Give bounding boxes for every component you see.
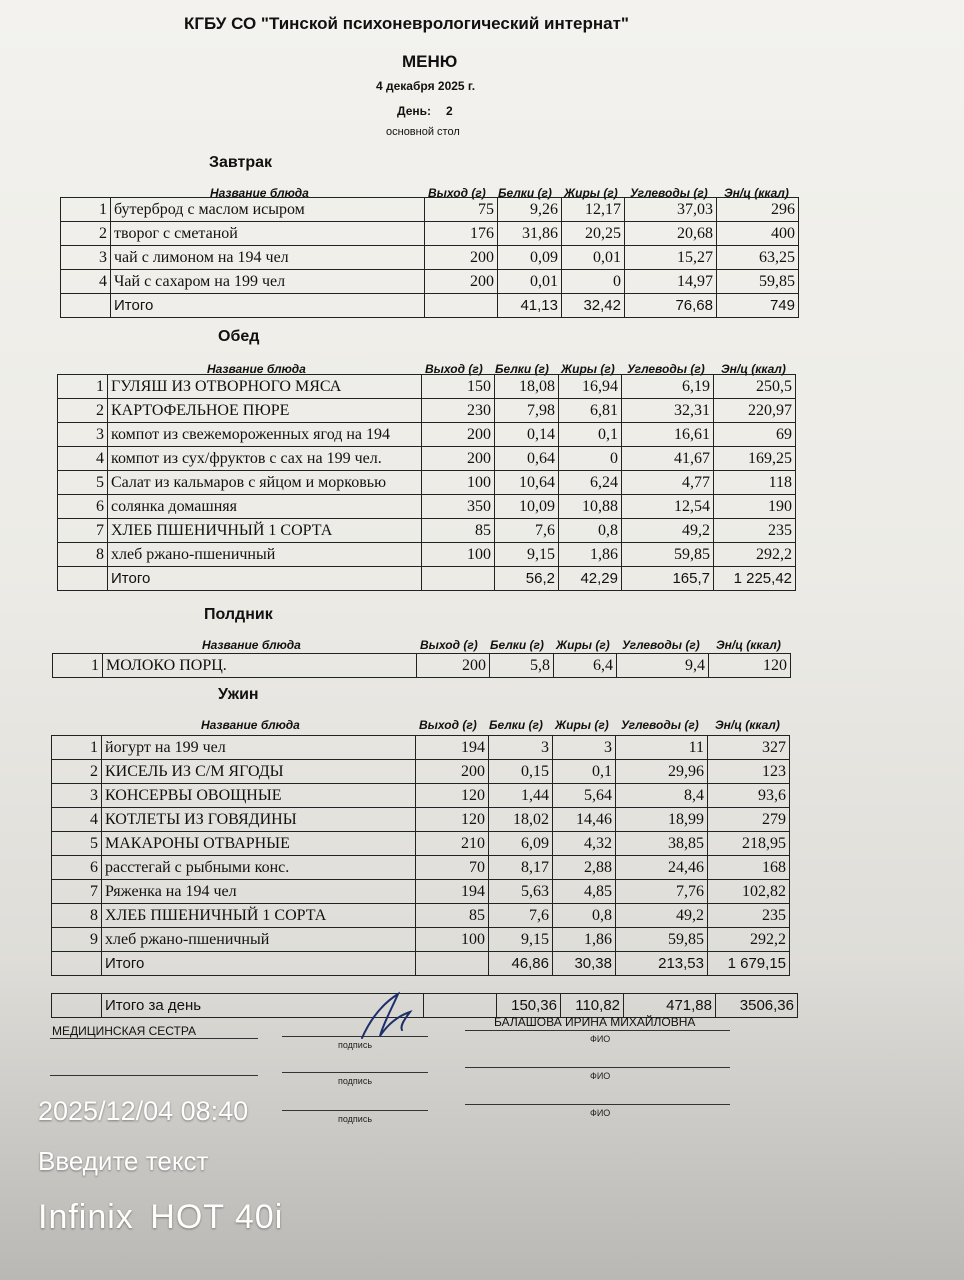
empty-cell xyxy=(52,952,102,976)
total-cell: Итого xyxy=(102,952,416,976)
table-row xyxy=(52,832,790,856)
cell-f: 2,88 xyxy=(553,856,616,880)
cell-e: 190 xyxy=(714,495,796,519)
column-header-carbs: Углеводы (г) xyxy=(622,638,700,652)
column-header-output: Выход (г) xyxy=(419,718,477,732)
cell-n: 2 xyxy=(52,760,102,784)
cell-f: 6,4 xyxy=(554,654,617,678)
cell-n: 2 xyxy=(61,222,111,246)
cell-out: 100 xyxy=(416,928,489,952)
cell-f: 0,01 xyxy=(562,246,625,270)
empty-cell xyxy=(416,952,489,976)
column-header-carbs: Углеводы (г) xyxy=(621,718,699,732)
handwritten-signature xyxy=(340,990,430,1050)
cell-e: 235 xyxy=(714,519,796,543)
cell-e: 123 xyxy=(708,760,790,784)
table-row xyxy=(52,808,790,832)
cell-p: 0,14 xyxy=(495,423,559,447)
table-row xyxy=(52,760,790,784)
cell-out: 200 xyxy=(417,654,490,678)
cell-f: 20,25 xyxy=(562,222,625,246)
day-total-cell: 471,88 xyxy=(624,994,716,1018)
cell-f: 1,86 xyxy=(553,928,616,952)
cell-n: 4 xyxy=(58,447,108,471)
cell-e: 169,25 xyxy=(714,447,796,471)
name-line-3 xyxy=(465,1104,730,1105)
cell-c: 6,19 xyxy=(622,375,714,399)
cell-f: 3 xyxy=(553,736,616,760)
menu-table xyxy=(60,197,799,318)
cell-p: 10,09 xyxy=(495,495,559,519)
organization-title: КГБУ СО "Тинской психоневрологический интернат" xyxy=(184,14,629,33)
photo-timestamp: 2025/12/04 08:40 xyxy=(38,1096,249,1126)
cell-out: 200 xyxy=(422,447,495,471)
cell-f: 0,1 xyxy=(559,423,622,447)
cell-c: 32,31 xyxy=(622,399,714,423)
cell-out: 120 xyxy=(416,784,489,808)
section-title: Завтрак xyxy=(209,154,273,171)
brand-name: Infinix xyxy=(38,1198,134,1236)
table-row xyxy=(61,270,799,294)
day-total-cell: 150,36 xyxy=(497,994,561,1018)
cell-f: 4,32 xyxy=(553,832,616,856)
cell-p: 0,15 xyxy=(489,760,553,784)
dish-name: МОЛОКО ПОРЦ. xyxy=(103,654,417,678)
cell-out: 350 xyxy=(422,495,495,519)
column-header-protein: Белки (г) xyxy=(490,638,544,652)
cell-p: 0,01 xyxy=(498,270,562,294)
dish-name: Чай с сахаром на 199 чел xyxy=(111,270,425,294)
role-line-2 xyxy=(50,1075,258,1076)
column-header-output: Выход (г) xyxy=(428,186,486,200)
column-header-name: Название блюда xyxy=(207,362,306,376)
cell-c: 41,67 xyxy=(622,447,714,471)
day-total-cell: 3506,36 xyxy=(716,994,798,1018)
cell-p: 7,6 xyxy=(495,519,559,543)
dish-name: КАРТОФЕЛЬНОЕ ПЮРЕ xyxy=(108,399,422,423)
cell-out: 194 xyxy=(416,880,489,904)
cell-c: 18,99 xyxy=(616,808,708,832)
cell-f: 4,85 xyxy=(553,880,616,904)
column-header-fat: Жиры (г) xyxy=(555,718,609,732)
total-row xyxy=(58,567,796,591)
total-cell: 41,13 xyxy=(498,294,562,318)
column-header-name: Название блюда xyxy=(201,718,300,732)
name-line-1 xyxy=(465,1030,730,1031)
cell-f: 1,86 xyxy=(559,543,622,567)
role-label: МЕДИЦИНСКАЯ СЕСТРА xyxy=(52,1024,197,1038)
signature-line-3 xyxy=(282,1110,428,1111)
cell-p: 6,09 xyxy=(489,832,553,856)
cell-out: 100 xyxy=(422,471,495,495)
total-cell: 213,53 xyxy=(616,952,708,976)
table-row xyxy=(52,928,790,952)
total-cell: 46,86 xyxy=(489,952,553,976)
table-row xyxy=(61,246,799,270)
cell-out: 200 xyxy=(416,760,489,784)
dish-name: Салат из кальмаров с яйцом и морковью xyxy=(108,471,422,495)
cell-e: 168 xyxy=(708,856,790,880)
dish-name: ГУЛЯШ ИЗ ОТВОРНОГО МЯСА xyxy=(108,375,422,399)
table-row xyxy=(58,375,796,399)
table-row xyxy=(58,471,796,495)
cell-p: 18,08 xyxy=(495,375,559,399)
fio-label-3: ФИО xyxy=(590,1108,611,1118)
dish-name: хлеб ржано-пшеничный xyxy=(102,928,416,952)
menu-title: МЕНЮ xyxy=(402,52,458,71)
signature-label-2: подпись xyxy=(338,1076,373,1086)
empty-cell xyxy=(52,994,102,1018)
empty-cell xyxy=(425,294,498,318)
total-row xyxy=(52,952,790,976)
dish-name: МАКАРОНЫ ОТВАРНЫЕ xyxy=(102,832,416,856)
cell-n: 3 xyxy=(61,246,111,270)
day-total-cell: Итого за день xyxy=(102,994,424,1018)
cell-n: 4 xyxy=(61,270,111,294)
cell-p: 18,02 xyxy=(489,808,553,832)
cell-p: 1,44 xyxy=(489,784,553,808)
column-header-energy: Эн/ц (ккал) xyxy=(724,186,789,200)
cell-n: 3 xyxy=(52,784,102,808)
column-header-protein: Белки (г) xyxy=(495,362,549,376)
table-row xyxy=(58,447,796,471)
cell-c: 20,68 xyxy=(625,222,717,246)
cell-n: 6 xyxy=(52,856,102,880)
section-title: Полдник xyxy=(204,606,273,623)
cell-e: 102,82 xyxy=(708,880,790,904)
table-row xyxy=(52,856,790,880)
cell-p: 9,26 xyxy=(498,198,562,222)
menu-table xyxy=(57,374,796,591)
table-row xyxy=(58,423,796,447)
cell-p: 5,63 xyxy=(489,880,553,904)
cell-c: 14,97 xyxy=(625,270,717,294)
table-row xyxy=(53,654,791,678)
cell-c: 16,61 xyxy=(622,423,714,447)
cell-c: 12,54 xyxy=(622,495,714,519)
column-header-output: Выход (г) xyxy=(425,362,483,376)
column-header-name: Название блюда xyxy=(210,186,309,200)
cell-c: 59,85 xyxy=(616,928,708,952)
cell-e: 220,97 xyxy=(714,399,796,423)
cell-n: 2 xyxy=(58,399,108,423)
table-row xyxy=(52,904,790,928)
name-line-2 xyxy=(465,1067,730,1068)
dish-name: творог с сметаной xyxy=(111,222,425,246)
model-name: HOT 40i xyxy=(150,1198,284,1236)
cell-p: 7,98 xyxy=(495,399,559,423)
cell-e: 118 xyxy=(714,471,796,495)
table-row xyxy=(52,736,790,760)
cell-c: 49,2 xyxy=(622,519,714,543)
empty-cell xyxy=(424,994,497,1018)
total-cell: 30,38 xyxy=(553,952,616,976)
cell-e: 292,2 xyxy=(714,543,796,567)
dish-name: КИСЕЛЬ ИЗ С/М ЯГОДЫ xyxy=(102,760,416,784)
cell-e: 400 xyxy=(717,222,799,246)
cell-n: 7 xyxy=(58,519,108,543)
cell-p: 10,64 xyxy=(495,471,559,495)
fio-label-1: ФИО xyxy=(590,1034,611,1044)
total-cell: Итого xyxy=(111,294,425,318)
role-line xyxy=(50,1038,258,1039)
cell-f: 0 xyxy=(559,447,622,471)
dish-name: хлеб ржано-пшеничный xyxy=(108,543,422,567)
empty-cell xyxy=(58,567,108,591)
cell-out: 230 xyxy=(422,399,495,423)
table-row xyxy=(52,784,790,808)
cell-c: 15,27 xyxy=(625,246,717,270)
cell-f: 10,88 xyxy=(559,495,622,519)
cell-c: 7,76 xyxy=(616,880,708,904)
cell-e: 279 xyxy=(708,808,790,832)
column-header-name: Название блюда xyxy=(202,638,301,652)
cell-c: 9,4 xyxy=(617,654,709,678)
cell-n: 5 xyxy=(52,832,102,856)
total-cell: 1 679,15 xyxy=(708,952,790,976)
cell-c: 8,4 xyxy=(616,784,708,808)
section-title: Ужин xyxy=(218,686,259,703)
cell-p: 8,17 xyxy=(489,856,553,880)
section-title: Обед xyxy=(218,328,260,345)
cell-e: 120 xyxy=(709,654,791,678)
empty-cell xyxy=(422,567,495,591)
cell-out: 70 xyxy=(416,856,489,880)
menu-table xyxy=(51,735,790,976)
cell-f: 0,8 xyxy=(559,519,622,543)
dish-name: солянка домашняя xyxy=(108,495,422,519)
total-cell: 56,2 xyxy=(495,567,559,591)
cell-f: 5,64 xyxy=(553,784,616,808)
dish-name: бутерброд с маслом исыром xyxy=(111,198,425,222)
table-row xyxy=(61,222,799,246)
total-cell: Итого xyxy=(108,567,422,591)
cell-e: 327 xyxy=(708,736,790,760)
total-cell: 76,68 xyxy=(625,294,717,318)
brand-watermark xyxy=(38,1198,283,1237)
column-header-fat: Жиры (г) xyxy=(564,186,618,200)
total-row xyxy=(61,294,799,318)
cell-n: 7 xyxy=(52,880,102,904)
empty-cell xyxy=(61,294,111,318)
cell-p: 0,09 xyxy=(498,246,562,270)
menu-date: 4 декабря 2025 г. xyxy=(376,79,476,93)
dish-name: ХЛЕБ ПШЕНИЧНЫЙ 1 СОРТА xyxy=(102,904,416,928)
cell-p: 3 xyxy=(489,736,553,760)
cell-p: 9,15 xyxy=(495,543,559,567)
cell-e: 296 xyxy=(717,198,799,222)
dish-name: чай с лимоном на 194 чел xyxy=(111,246,425,270)
cell-out: 100 xyxy=(422,543,495,567)
cell-c: 37,03 xyxy=(625,198,717,222)
day-label: День: xyxy=(397,104,431,118)
cell-p: 31,86 xyxy=(498,222,562,246)
table-row xyxy=(58,495,796,519)
column-header-energy: Эн/ц (ккал) xyxy=(715,718,780,732)
cell-e: 59,85 xyxy=(717,270,799,294)
cell-f: 0 xyxy=(562,270,625,294)
cell-out: 85 xyxy=(416,904,489,928)
day-total-cell: 110,82 xyxy=(561,994,624,1018)
cell-p: 7,6 xyxy=(489,904,553,928)
cell-f: 6,81 xyxy=(559,399,622,423)
menu-table xyxy=(52,653,791,678)
day-value: 2 xyxy=(446,104,453,118)
table-row xyxy=(61,198,799,222)
cell-n: 6 xyxy=(58,495,108,519)
cell-out: 210 xyxy=(416,832,489,856)
dish-name: компот из свежемороженных ягод на 194 xyxy=(108,423,422,447)
cell-n: 3 xyxy=(58,423,108,447)
cell-c: 4,77 xyxy=(622,471,714,495)
cell-f: 6,24 xyxy=(559,471,622,495)
total-cell: 165,7 xyxy=(622,567,714,591)
cell-n: 1 xyxy=(58,375,108,399)
cell-out: 85 xyxy=(422,519,495,543)
cell-c: 49,2 xyxy=(616,904,708,928)
table-row xyxy=(58,543,796,567)
cell-e: 235 xyxy=(708,904,790,928)
cell-p: 0,64 xyxy=(495,447,559,471)
cell-n: 8 xyxy=(52,904,102,928)
cell-e: 93,6 xyxy=(708,784,790,808)
cell-out: 150 xyxy=(422,375,495,399)
column-header-fat: Жиры (г) xyxy=(556,638,610,652)
cell-n: 1 xyxy=(52,736,102,760)
dish-name: ХЛЕБ ПШЕНИЧНЫЙ 1 СОРТА xyxy=(108,519,422,543)
cell-n: 1 xyxy=(53,654,103,678)
column-header-carbs: Углеводы (г) xyxy=(630,186,708,200)
table-row xyxy=(52,880,790,904)
column-header-protein: Белки (г) xyxy=(489,718,543,732)
dish-name: Ряженка на 194 чел xyxy=(102,880,416,904)
cell-out: 200 xyxy=(422,423,495,447)
total-cell: 32,42 xyxy=(562,294,625,318)
cell-out: 200 xyxy=(425,246,498,270)
cell-p: 5,8 xyxy=(490,654,554,678)
dish-name: компот из сух/фруктов с сах на 199 чел. xyxy=(108,447,422,471)
column-header-energy: Эн/ц (ккал) xyxy=(716,638,781,652)
column-header-carbs: Углеводы (г) xyxy=(627,362,705,376)
dish-name: расстегай с рыбными конс. xyxy=(102,856,416,880)
table-row xyxy=(58,519,796,543)
cell-out: 75 xyxy=(425,198,498,222)
cell-n: 5 xyxy=(58,471,108,495)
signature-label-1: подпись xyxy=(338,1040,373,1050)
cell-e: 218,95 xyxy=(708,832,790,856)
cell-c: 38,85 xyxy=(616,832,708,856)
dish-name: КОТЛЕТЫ ИЗ ГОВЯДИНЫ xyxy=(102,808,416,832)
cell-f: 12,17 xyxy=(562,198,625,222)
signer-name: БАЛАШОВА ИРИНА МИХАЙЛОВНА xyxy=(494,1015,696,1029)
fio-label-2: ФИО xyxy=(590,1071,611,1081)
cell-out: 194 xyxy=(416,736,489,760)
column-header-energy: Эн/ц (ккал) xyxy=(721,362,786,376)
dish-name: йогурт на 199 чел xyxy=(102,736,416,760)
cell-c: 59,85 xyxy=(622,543,714,567)
cell-out: 200 xyxy=(425,270,498,294)
cell-e: 63,25 xyxy=(717,246,799,270)
cell-e: 292,2 xyxy=(708,928,790,952)
total-cell: 42,29 xyxy=(559,567,622,591)
cell-out: 176 xyxy=(425,222,498,246)
cell-n: 9 xyxy=(52,928,102,952)
cell-p: 9,15 xyxy=(489,928,553,952)
cell-n: 8 xyxy=(58,543,108,567)
total-cell: 1 225,42 xyxy=(714,567,796,591)
table-row xyxy=(58,399,796,423)
column-header-protein: Белки (г) xyxy=(498,186,552,200)
cell-c: 11 xyxy=(616,736,708,760)
table-type: основной стол xyxy=(386,126,460,138)
cell-f: 0,8 xyxy=(553,904,616,928)
column-header-fat: Жиры (г) xyxy=(561,362,615,376)
cell-out: 120 xyxy=(416,808,489,832)
cell-c: 29,96 xyxy=(616,760,708,784)
dish-name: КОНСЕРВЫ ОВОЩНЫЕ xyxy=(102,784,416,808)
cell-n: 1 xyxy=(61,198,111,222)
column-header-output: Выход (г) xyxy=(420,638,478,652)
signature-label-3: подпись xyxy=(338,1114,373,1124)
cell-e: 69 xyxy=(714,423,796,447)
cell-f: 14,46 xyxy=(553,808,616,832)
text-input-hint[interactable]: Введите текст xyxy=(38,1146,209,1176)
cell-c: 24,46 xyxy=(616,856,708,880)
cell-f: 16,94 xyxy=(559,375,622,399)
cell-n: 4 xyxy=(52,808,102,832)
signature-line-2 xyxy=(282,1072,428,1073)
total-cell: 749 xyxy=(717,294,799,318)
cell-e: 250,5 xyxy=(714,375,796,399)
cell-f: 0,1 xyxy=(553,760,616,784)
